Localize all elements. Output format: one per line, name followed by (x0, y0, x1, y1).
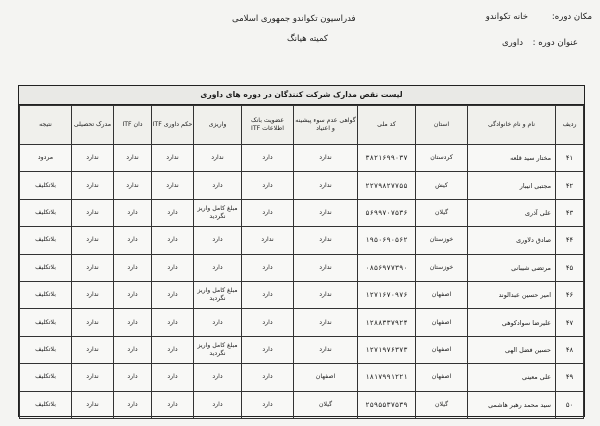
col-header-payment: واریزی (194, 106, 242, 145)
cell-criminal-record-status: ندارد (294, 227, 358, 254)
cell-national-code: ۵۶۹۹۷۰۷۵۳۶ (358, 199, 416, 226)
cell-row-number: ۵۰ (556, 391, 584, 418)
col-header-criminal-record: گواهی عدم سوء پیشینه و اعتیاد (294, 106, 358, 145)
table-row (20, 145, 584, 172)
table-header-row (20, 106, 584, 145)
documents-table (19, 105, 584, 419)
cell-result: بلاتکلیف (20, 336, 72, 363)
cell-criminal-record-status: ندارد (294, 281, 358, 308)
cell-dan-status: دارد (114, 254, 152, 281)
cell-payment-status: ندارد (194, 145, 242, 172)
cell-membership-status: دارد (242, 309, 294, 336)
cell-criminal-record-status: گیلان (294, 391, 358, 418)
cell-criminal-record-status: ندارد (294, 145, 358, 172)
cell-education-status: ندارد (72, 172, 114, 199)
col-header-membership: عضویت بانک اطلاعات ITF (242, 106, 294, 145)
col-header-dan: دان ITF (114, 106, 152, 145)
cell-referee-decree-status: دارد (152, 309, 194, 336)
cell-province: گیلان (416, 199, 468, 226)
cell-membership-status: دارد (242, 391, 294, 418)
cell-row-number: ۴۲ (556, 172, 584, 199)
cell-province: گیلان (416, 391, 468, 418)
cell-participant-name: مرتضی شیبانی (468, 254, 556, 281)
cell-criminal-record-status: اصفهان (294, 364, 358, 391)
cell-referee-decree-status: دارد (152, 227, 194, 254)
cell-referee-decree-status: دارد (152, 199, 194, 226)
cell-referee-decree-status: دارد (152, 281, 194, 308)
organization-title: فدراسیون تکواندو جمهوری اسلامی (232, 14, 356, 24)
cell-participant-name: سید محمد رهبر هاشمی (468, 391, 556, 418)
col-header-province: استان (416, 106, 468, 145)
cell-education-status: ندارد (72, 254, 114, 281)
cell-education-status: ندارد (72, 145, 114, 172)
cell-row-number: ۴۴ (556, 227, 584, 254)
cell-referee-decree-status: دارد (152, 364, 194, 391)
cell-row-number: ۴۵ (556, 254, 584, 281)
cell-result: بلاتکلیف (20, 281, 72, 308)
cell-participant-name: حسین فضل الهی (468, 336, 556, 363)
cell-result: بلاتکلیف (20, 309, 72, 336)
cell-payment-status: دارد (194, 227, 242, 254)
cell-province: اصفهان (416, 281, 468, 308)
cell-participant-name: مختار سید قلعه (468, 145, 556, 172)
cell-membership-status: دارد (242, 336, 294, 363)
table-row (20, 309, 584, 336)
cell-dan-status: دارد (114, 309, 152, 336)
cell-row-number: ۴۱ (556, 145, 584, 172)
cell-dan-status: ندارد (114, 172, 152, 199)
cell-result: بلاتکلیف (20, 172, 72, 199)
col-header-national-code: کد ملی (358, 106, 416, 145)
table-row (20, 336, 584, 363)
cell-membership-status: دارد (242, 172, 294, 199)
cell-dan-status: دارد (114, 199, 152, 226)
cell-criminal-record-status: ندارد (294, 336, 358, 363)
cell-dan-status: دارد (114, 281, 152, 308)
cell-national-code: ۲۲۷۹۸۲۷۷۵۵ (358, 172, 416, 199)
table-row (20, 364, 584, 391)
cell-education-status: ندارد (72, 309, 114, 336)
table-row (20, 391, 584, 418)
cell-province: اصفهان (416, 309, 468, 336)
cell-row-number: ۴۹ (556, 364, 584, 391)
cell-payment-status: دارد (194, 254, 242, 281)
cell-education-status: ندارد (72, 281, 114, 308)
cell-payment-status: مبلغ کامل واریز نگردید (194, 199, 242, 226)
cell-membership-status: دارد (242, 199, 294, 226)
cell-row-number: ۴۳ (556, 199, 584, 226)
col-header-education: مدرک تحصیلی (72, 106, 114, 145)
table-row (20, 281, 584, 308)
cell-education-status: ندارد (72, 227, 114, 254)
cell-referee-decree-status: ندارد (152, 145, 194, 172)
cell-criminal-record-status: ندارد (294, 254, 358, 281)
cell-dan-status: دارد (114, 364, 152, 391)
place-value: خانه تکواندو (485, 12, 528, 22)
cell-payment-status: مبلغ کامل واریز نگردید (194, 281, 242, 308)
cell-participant-name: علیرضا سوادکوهی (468, 309, 556, 336)
cell-payment-status: دارد (194, 391, 242, 418)
cell-participant-name: مجتبی انیبار (468, 172, 556, 199)
cell-national-code: ۰۸۵۶۹۷۷۳۹۰ (358, 254, 416, 281)
course-title-label: عنوان دوره : (532, 38, 578, 48)
place-label: مکان دوره: (551, 12, 592, 22)
cell-province: کردستان (416, 145, 468, 172)
cell-national-code: ۱۲۷۱۶۷۰۹۷۶ (358, 281, 416, 308)
cell-row-number: ۴۷ (556, 309, 584, 336)
cell-referee-decree-status: دارد (152, 254, 194, 281)
cell-referee-decree-status: دارد (152, 391, 194, 418)
cell-payment-status: دارد (194, 309, 242, 336)
cell-row-number: ۴۸ (556, 336, 584, 363)
cell-education-status: ندارد (72, 364, 114, 391)
cell-national-code: ۳۸۲۱۶۹۹۰۳۷ (358, 145, 416, 172)
cell-criminal-record-status: ندارد (294, 309, 358, 336)
col-header-result: نتیجه (20, 106, 72, 145)
table-row (20, 199, 584, 226)
cell-province: خوزستان (416, 254, 468, 281)
cell-national-code: ۱۹۵۰۶۹۰۵۶۲ (358, 227, 416, 254)
cell-education-status: ندارد (72, 336, 114, 363)
cell-payment-status: دارد (194, 364, 242, 391)
course-title-value: داوری (501, 38, 523, 48)
committee-title: کمیته هیانگ (287, 34, 328, 44)
cell-participant-name: علی آذری (468, 199, 556, 226)
cell-participant-name: امیر حسین عبدالوند (468, 281, 556, 308)
cell-province: اصفهان (416, 364, 468, 391)
cell-result: مردود (20, 145, 72, 172)
cell-education-status: ندارد (72, 199, 114, 226)
cell-payment-status: دارد (194, 172, 242, 199)
cell-result: بلاتکلیف (20, 364, 72, 391)
col-header-referee-decree: حکم داوری ITF (152, 106, 194, 145)
cell-criminal-record-status: ندارد (294, 172, 358, 199)
cell-national-code: ۲۵۹۵۵۳۷۵۳۹ (358, 391, 416, 418)
cell-membership-status: ندارد (242, 227, 294, 254)
table-title: لیست نقص مدارک شرکت کنندگان در دوره های داوری (19, 86, 584, 105)
cell-education-status: ندارد (72, 391, 114, 418)
col-header-row-number: ردیف (556, 106, 584, 145)
table-row (20, 227, 584, 254)
cell-province: کیش (416, 172, 468, 199)
cell-participant-name: صادق دلاوری (468, 227, 556, 254)
table-row (20, 254, 584, 281)
cell-national-code: ۱۲۷۱۹۷۶۳۷۳ (358, 336, 416, 363)
cell-referee-decree-status: دارد (152, 336, 194, 363)
cell-dan-status: دارد (114, 391, 152, 418)
cell-participant-name: علی معینی (468, 364, 556, 391)
cell-national-code: ۱۸۱۷۹۹۱۲۲۱ (358, 364, 416, 391)
documents-table-frame (18, 85, 585, 417)
cell-result: بلاتکلیف (20, 391, 72, 418)
cell-membership-status: دارد (242, 145, 294, 172)
cell-province: اصفهان (416, 336, 468, 363)
cell-result: بلاتکلیف (20, 199, 72, 226)
cell-dan-status: دارد (114, 227, 152, 254)
cell-criminal-record-status: ندارد (294, 199, 358, 226)
cell-dan-status: دارد (114, 336, 152, 363)
col-header-name: نام و نام خانوادگی (468, 106, 556, 145)
cell-membership-status: دارد (242, 281, 294, 308)
cell-dan-status: ندارد (114, 145, 152, 172)
table-row (20, 172, 584, 199)
cell-payment-status: مبلغ کامل واریز نگردید (194, 336, 242, 363)
cell-membership-status: دارد (242, 364, 294, 391)
cell-result: بلاتکلیف (20, 227, 72, 254)
table-body (20, 145, 584, 419)
cell-row-number: ۴۶ (556, 281, 584, 308)
cell-national-code: ۱۲۸۸۳۳۷۹۲۴ (358, 309, 416, 336)
cell-result: بلاتکلیف (20, 254, 72, 281)
cell-membership-status: دارد (242, 254, 294, 281)
cell-province: خوزستان (416, 227, 468, 254)
cell-referee-decree-status: ندارد (152, 172, 194, 199)
